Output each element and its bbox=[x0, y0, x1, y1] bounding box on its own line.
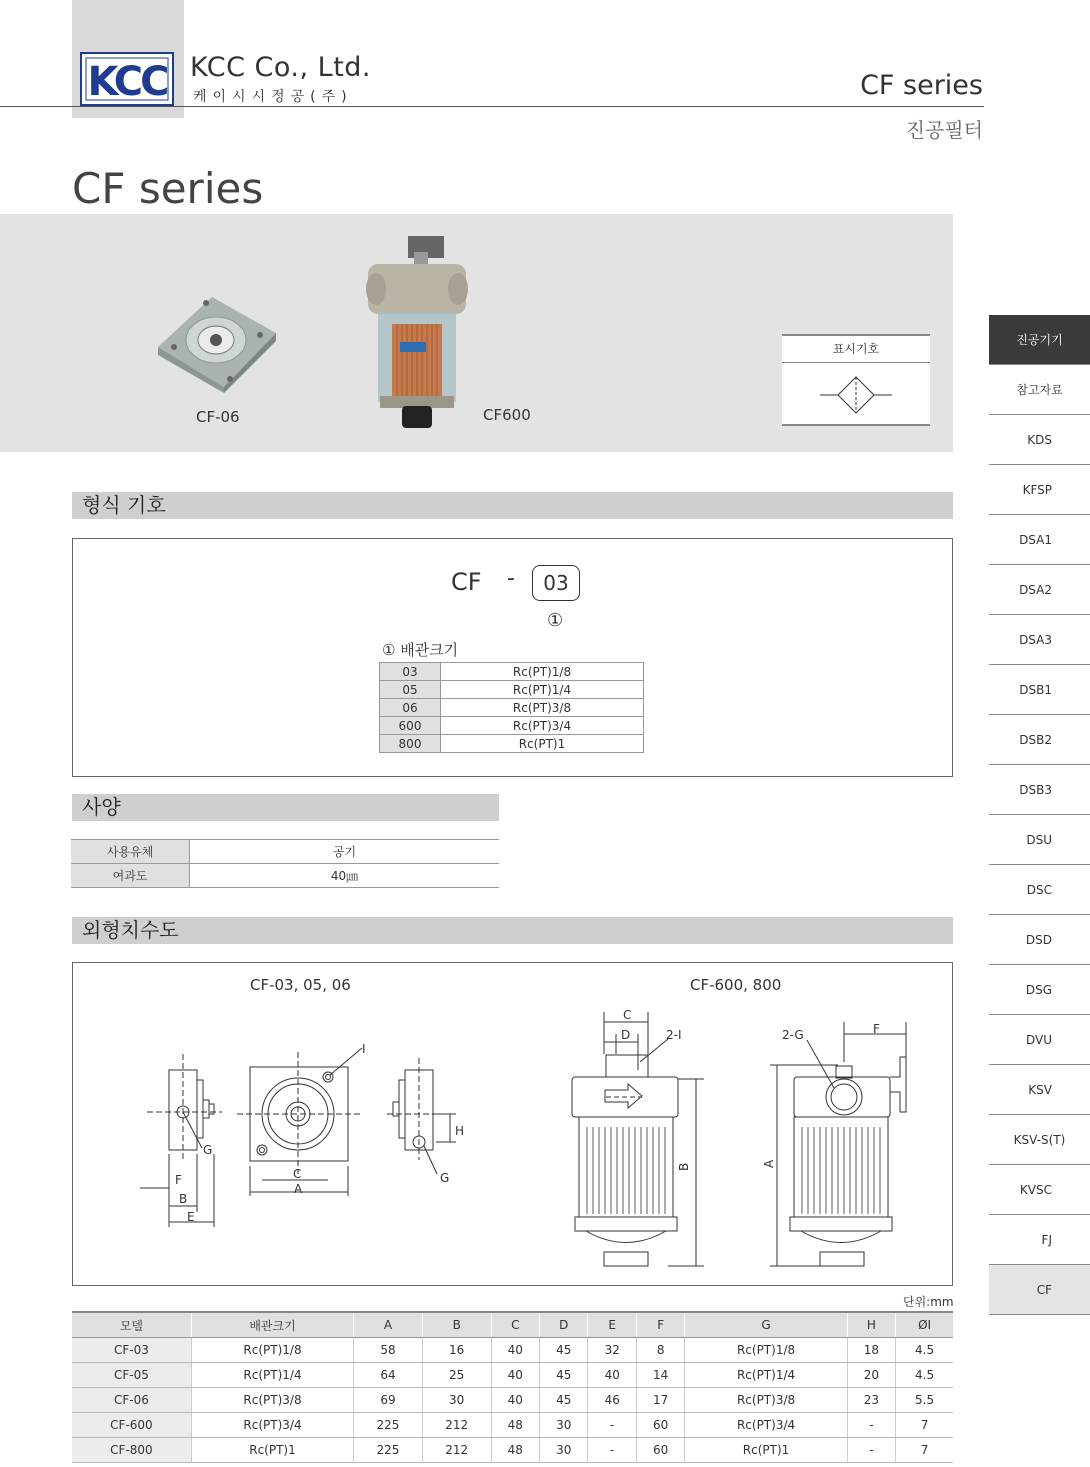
page-title: CF series bbox=[72, 164, 264, 213]
pipe-size-table-title: ① 배관크기 bbox=[382, 641, 459, 659]
table-row: 03 Rc(PT)1/8 bbox=[380, 663, 644, 681]
nav-item-dsa3[interactable]: DSA3 bbox=[989, 615, 1090, 665]
nav-item-dsu[interactable]: DSU bbox=[989, 815, 1090, 865]
drawing-title-small: CF-03, 05, 06 bbox=[250, 976, 351, 994]
cf600-product-image bbox=[362, 234, 472, 432]
nav-item-kfsp[interactable]: KFSP bbox=[989, 465, 1090, 515]
table-row: CF-600 Rc(PT)3/4 225 212 48 30 - 60 Rc(PT)3/4 - 7 bbox=[72, 1413, 953, 1438]
dim-label: A bbox=[762, 1159, 776, 1168]
side-nav bbox=[989, 315, 1090, 1315]
nav-item-kds[interactable]: KDS bbox=[989, 415, 1090, 465]
model-code-dash: - bbox=[507, 566, 515, 591]
symbol-box bbox=[782, 334, 930, 426]
section-heading-dimensions: 외형치수도 bbox=[72, 917, 953, 944]
nav-item-dsb3[interactable]: DSB3 bbox=[989, 765, 1090, 815]
spec-table bbox=[71, 839, 499, 888]
table-header-row: 모델 배관크기 A B C D E F G H ØI bbox=[72, 1312, 953, 1338]
dim-label: F bbox=[873, 1022, 880, 1036]
symbol-heading: 표시기호 bbox=[782, 336, 930, 363]
table-row: CF-800 Rc(PT)1 225 212 48 30 - 60 Rc(PT)1 - 7 bbox=[72, 1438, 953, 1463]
model-code-prefix: CF bbox=[451, 568, 482, 596]
table-row: 800 Rc(PT)1 bbox=[380, 735, 644, 753]
nav-item-vacuum[interactable]: 진공기기 bbox=[989, 315, 1090, 365]
nav-item-dsg[interactable]: DSG bbox=[989, 965, 1090, 1015]
dim-label: E bbox=[187, 1210, 195, 1224]
nav-item-dsa2[interactable]: DSA2 bbox=[989, 565, 1090, 615]
nav-item-dvu[interactable]: DVU bbox=[989, 1015, 1090, 1065]
dim-label: C bbox=[623, 1008, 632, 1022]
dimensions-table bbox=[72, 1311, 953, 1463]
dimension-drawing bbox=[72, 962, 953, 1286]
model-code-marker: ① bbox=[547, 610, 564, 631]
table-row: CF-05 Rc(PT)1/4 64 25 40 45 40 14 Rc(PT)1/4 20 4.5 bbox=[72, 1363, 953, 1388]
nav-item-ksv-s-t[interactable]: KSV-S(T) bbox=[989, 1115, 1090, 1165]
table-row: 여과도 40㎛ bbox=[71, 864, 499, 888]
company-name-korean: 케이시시정공(주) bbox=[193, 89, 353, 105]
nav-item-dsc[interactable]: DSC bbox=[989, 865, 1090, 915]
logo-text: KCC bbox=[87, 59, 167, 104]
filter-symbol-icon bbox=[782, 363, 930, 425]
dim-label: 2-I bbox=[666, 1028, 682, 1042]
dim-label: C bbox=[293, 1167, 302, 1181]
product-caption: CF600 bbox=[483, 406, 531, 424]
nav-item-dsb2[interactable]: DSB2 bbox=[989, 715, 1090, 765]
nav-item-dsb1[interactable]: DSB1 bbox=[989, 665, 1090, 715]
table-row: CF-03 Rc(PT)1/8 58 16 40 45 32 8 Rc(PT)1/8 18 4.5 bbox=[72, 1338, 953, 1363]
dim-label: 2-G bbox=[782, 1028, 804, 1042]
nav-item-cf[interactable]: CF bbox=[989, 1265, 1090, 1315]
product-caption: CF-06 bbox=[196, 408, 240, 426]
dim-label: B bbox=[179, 1192, 188, 1206]
cf-06-product-image bbox=[150, 285, 285, 395]
model-code-value: 03 bbox=[532, 565, 580, 601]
dim-label: I bbox=[362, 1042, 366, 1056]
drawing-title-large: CF-600, 800 bbox=[690, 976, 782, 994]
section-heading-model-code: 형식 기호 bbox=[72, 492, 953, 519]
company-name: KCC Co., Ltd. bbox=[190, 52, 372, 83]
header-series-subtitle: 진공필터 bbox=[905, 118, 983, 142]
table-row: CF-06 Rc(PT)3/8 69 30 40 45 46 17 Rc(PT)3/8 23 5.5 bbox=[72, 1388, 953, 1413]
section-heading-spec: 사양 bbox=[72, 794, 499, 821]
dim-label: G bbox=[440, 1171, 450, 1185]
unit-label: 단위:mm bbox=[903, 1295, 954, 1309]
table-row: 05 Rc(PT)1/4 bbox=[380, 681, 644, 699]
dim-label: F bbox=[175, 1173, 182, 1187]
dim-label: G bbox=[203, 1143, 213, 1157]
header-series: CF series bbox=[860, 70, 983, 101]
nav-item-dsd[interactable]: DSD bbox=[989, 915, 1090, 965]
table-row: 600 Rc(PT)3/4 bbox=[380, 717, 644, 735]
pipe-size-table bbox=[379, 662, 644, 753]
header-divider bbox=[0, 106, 984, 107]
nav-item-reference[interactable]: 참고자료 bbox=[989, 365, 1090, 415]
table-row: 06 Rc(PT)3/8 bbox=[380, 699, 644, 717]
dim-label: H bbox=[455, 1124, 465, 1138]
dim-label: B bbox=[677, 1162, 691, 1171]
dim-label: A bbox=[294, 1182, 303, 1196]
table-row: 사용유체 공기 bbox=[71, 840, 499, 864]
nav-item-kvsc[interactable]: KVSC bbox=[989, 1165, 1090, 1215]
kcc-logo bbox=[80, 52, 174, 106]
dim-label: D bbox=[621, 1028, 631, 1042]
nav-item-ksv[interactable]: KSV bbox=[989, 1065, 1090, 1115]
nav-item-fj[interactable]: FJ bbox=[989, 1215, 1090, 1265]
nav-item-dsa1[interactable]: DSA1 bbox=[989, 515, 1090, 565]
